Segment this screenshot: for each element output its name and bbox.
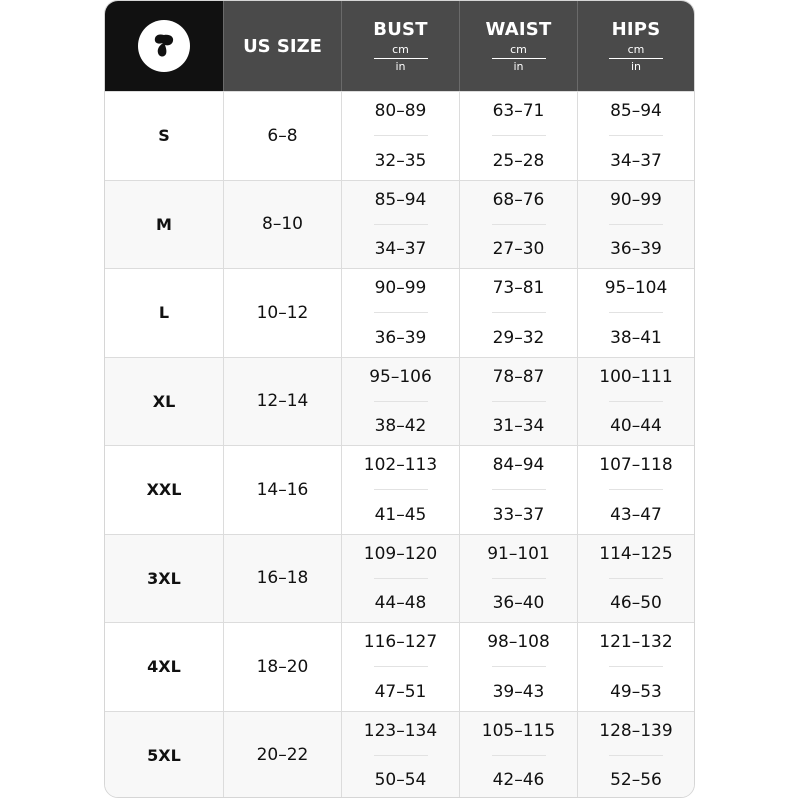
- us-size-cell: 12–14: [223, 357, 341, 446]
- value-divider: [374, 312, 428, 313]
- value-divider: [374, 135, 428, 136]
- bust-in-value: 50–54: [374, 770, 427, 790]
- unit-in-label: in: [513, 60, 524, 73]
- bust-cell: [341, 180, 459, 269]
- hips-cell: [577, 445, 694, 534]
- unit-in-label: in: [395, 60, 406, 73]
- value-divider: [492, 489, 546, 490]
- value-divider: [492, 224, 546, 225]
- hips-cm-value: 114–125: [599, 543, 673, 564]
- value-divider: [492, 666, 546, 667]
- size-cell: L: [105, 268, 223, 357]
- waist-in-value: 39–43: [492, 681, 545, 702]
- bust-in-value: 32–35: [374, 150, 427, 171]
- waist-cm-value: 84–94: [492, 455, 545, 475]
- hips-cell: [577, 711, 694, 799]
- value-divider: [492, 312, 546, 313]
- value-divider: [609, 401, 663, 402]
- waist-cell: [459, 91, 577, 180]
- bust-in-value: 36–39: [374, 327, 427, 348]
- bust-cell: [341, 91, 459, 180]
- unit-cm-label: cm: [627, 43, 645, 56]
- unit-in-label: in: [630, 60, 642, 73]
- unit-divider: [492, 58, 546, 59]
- hips-in-value: 40–44: [610, 416, 662, 436]
- waist-cell: [459, 268, 577, 357]
- waist-in-value: 25–28: [492, 150, 545, 171]
- bust-in-value: 47–51: [374, 681, 427, 702]
- bust-cm-value: 109–120: [363, 543, 438, 564]
- header-bust: [341, 1, 459, 91]
- header-waist: [459, 1, 577, 91]
- hips-in-value: 43–47: [610, 504, 662, 525]
- value-divider: [492, 578, 546, 579]
- waist-cell: [459, 357, 577, 446]
- bust-in-value: 41–45: [374, 504, 427, 525]
- bust-cell: [341, 268, 459, 357]
- bust-cell: [341, 622, 459, 711]
- bust-cm-value: 116–127: [363, 632, 438, 652]
- hips-in-value: 34–37: [610, 150, 662, 171]
- waist-cm-value: 68–76: [492, 189, 545, 210]
- waist-cell: [459, 622, 577, 711]
- bust-cm-value: 102–113: [363, 455, 438, 475]
- us-size-cell: 6–8: [223, 91, 341, 180]
- bust-cell: [341, 534, 459, 623]
- bust-units: [374, 44, 428, 73]
- waist-in-value: 33–37: [492, 504, 545, 525]
- waist-cm-value: 63–71: [492, 101, 545, 121]
- hips-cm-value: 100–111: [599, 366, 673, 387]
- waist-cm-value: 73–81: [492, 278, 545, 298]
- value-divider: [374, 578, 428, 579]
- bust-in-value: 44–48: [374, 593, 427, 613]
- bust-cm-value: 90–99: [374, 278, 427, 298]
- size-cell: 4XL: [105, 622, 223, 711]
- waist-in-value: 42–46: [492, 770, 545, 790]
- waist-in-value: 31–34: [492, 416, 545, 436]
- hips-cell: [577, 622, 694, 711]
- butterfly-logo-icon: [138, 20, 190, 72]
- value-divider: [492, 401, 546, 402]
- size-cell: XXL: [105, 445, 223, 534]
- unit-cm-label: cm: [510, 43, 527, 56]
- hips-in-value: 38–41: [610, 327, 662, 348]
- value-divider: [374, 755, 428, 756]
- bust-cm-value: 123–134: [363, 720, 438, 741]
- bust-cell: [341, 357, 459, 446]
- us-size-cell: 16–18: [223, 534, 341, 623]
- us-size-cell: 10–12: [223, 268, 341, 357]
- hips-cm-value: 90–99: [610, 189, 662, 210]
- unit-divider: [374, 58, 428, 59]
- bust-cm-value: 95–106: [369, 366, 432, 387]
- bust-cm-value: 80–89: [374, 101, 427, 121]
- value-divider: [609, 666, 663, 667]
- us-size-heading: US SIZE: [243, 35, 322, 57]
- value-divider: [609, 312, 663, 313]
- hips-cell: [577, 534, 694, 623]
- hips-cell: [577, 180, 694, 269]
- unit-cm-label: cm: [392, 43, 409, 56]
- bust-in-value: 38–42: [374, 416, 427, 436]
- header-us-size: [223, 1, 341, 91]
- bust-cell: [341, 445, 459, 534]
- hips-cm-value: 95–104: [604, 278, 668, 298]
- value-divider: [492, 135, 546, 136]
- waist-units: [492, 44, 546, 73]
- value-divider: [609, 489, 663, 490]
- value-divider: [609, 224, 663, 225]
- bust-cm-value: 85–94: [374, 189, 427, 210]
- hips-units: [609, 44, 663, 73]
- size-chart-table: [104, 0, 695, 798]
- value-divider: [609, 755, 663, 756]
- bust-cell: [341, 711, 459, 799]
- waist-cell: [459, 445, 577, 534]
- hips-cm-value: 107–118: [599, 455, 673, 475]
- hips-cm-value: 85–94: [610, 101, 662, 121]
- hips-cm-value: 121–132: [599, 632, 673, 652]
- us-size-cell: 14–16: [223, 445, 341, 534]
- waist-cell: [459, 180, 577, 269]
- header-logo-cell: [105, 1, 223, 91]
- value-divider: [609, 578, 663, 579]
- waist-cm-value: 105–115: [481, 720, 556, 741]
- hips-cell: [577, 268, 694, 357]
- size-cell: 5XL: [105, 711, 223, 799]
- waist-cm-value: 91–101: [487, 543, 550, 564]
- unit-divider: [609, 58, 663, 59]
- us-size-cell: 20–22: [223, 711, 341, 799]
- value-divider: [374, 401, 428, 402]
- header-hips: [577, 1, 694, 91]
- waist-cell: [459, 534, 577, 623]
- bust-heading: BUST: [373, 19, 428, 40]
- waist-in-value: 27–30: [492, 239, 545, 259]
- hips-in-value: 52–56: [610, 770, 662, 790]
- value-divider: [492, 755, 546, 756]
- hips-cell: [577, 357, 694, 446]
- size-cell: XL: [105, 357, 223, 446]
- waist-in-value: 36–40: [492, 593, 545, 613]
- value-divider: [374, 224, 428, 225]
- waist-cell: [459, 711, 577, 799]
- hips-cell: [577, 91, 694, 180]
- hips-heading: HIPS: [611, 19, 661, 40]
- hips-cm-value: 128–139: [599, 720, 673, 741]
- size-cell: 3XL: [105, 534, 223, 623]
- waist-cm-value: 98–108: [487, 632, 550, 652]
- us-size-cell: 18–20: [223, 622, 341, 711]
- size-cell: S: [105, 91, 223, 180]
- value-divider: [609, 135, 663, 136]
- waist-in-value: 29–32: [492, 327, 545, 348]
- size-cell: M: [105, 180, 223, 269]
- value-divider: [374, 666, 428, 667]
- waist-cm-value: 78–87: [492, 366, 545, 387]
- us-size-cell: 8–10: [223, 180, 341, 269]
- value-divider: [374, 489, 428, 490]
- hips-in-value: 36–39: [610, 239, 662, 259]
- bust-in-value: 34–37: [374, 239, 427, 259]
- hips-in-value: 46–50: [610, 593, 662, 613]
- hips-in-value: 49–53: [610, 681, 662, 702]
- waist-heading: WAIST: [485, 19, 552, 40]
